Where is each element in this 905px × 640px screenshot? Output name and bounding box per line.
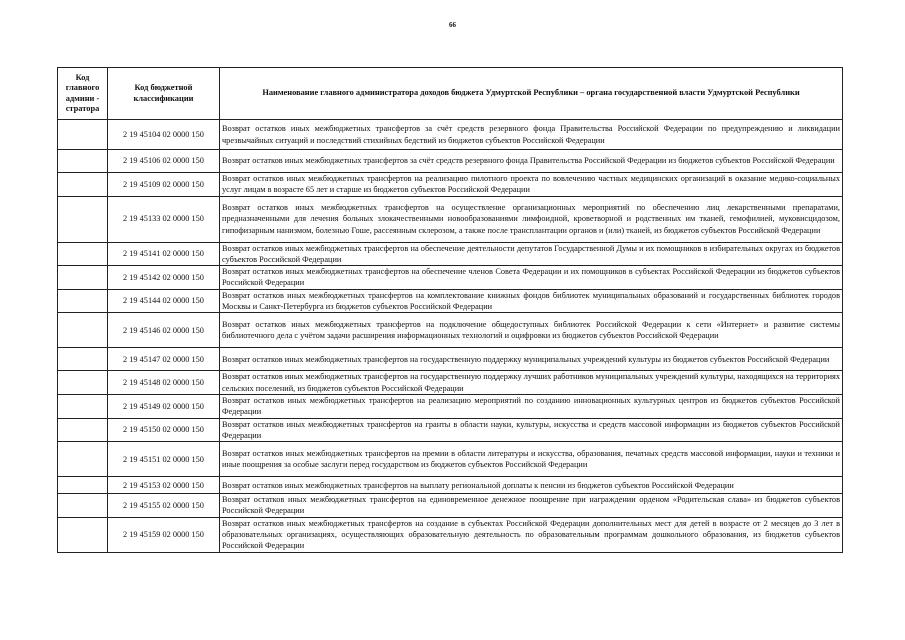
admin-code-cell: [58, 442, 108, 477]
table-row: [58, 477, 843, 494]
table-row: [58, 494, 843, 518]
revenue-name-cell: Возврат остатков иных межбюджетных трансфертов на осуществление организационных мероприятий по обеспечению лиц лекарственными препаратами, предназначенными для лечения больных злокачественными новообразованиями лимфоидной, кроветворной и родственных им тканей, гемофилией, муковисцидозом, гипофизарным нанизмом, болезнью Гоше, рассеянным склерозом, а также после трансплантации органов и (или) тканей, из бюджетов субъектов Российской Федерации: [220, 196, 843, 242]
admin-code-cell: [58, 394, 108, 418]
revenue-name-cell: Возврат остатков иных межбюджетных трансфертов на создание в субъектах Российской Федерации дополнительных мест для детей в возрасте от 2 месяцев до 3 лет в образовательных организациях, осуществляющих образовательную деятельность по образовательным программам дошкольного образования, из бюджетов субъектов Российской Федерации: [220, 517, 843, 552]
budget-code-cell: 2 19 45133 02 0000 150: [108, 196, 220, 242]
table-body: [58, 120, 843, 553]
budget-code-cell: 2 19 45150 02 0000 150: [108, 418, 220, 442]
table-row: [58, 242, 843, 266]
budget-code-cell: 2 19 45146 02 0000 150: [108, 313, 220, 348]
header-admin-code: Код главного админи - стратора: [58, 68, 108, 120]
admin-code-cell: [58, 289, 108, 313]
budget-code-cell: 2 19 45109 02 0000 150: [108, 173, 220, 197]
admin-code-cell: [58, 371, 108, 395]
page-number: 66: [449, 21, 456, 29]
budget-code-cell: 2 19 45142 02 0000 150: [108, 266, 220, 290]
admin-code-cell: [58, 418, 108, 442]
header-budget-code: Код бюджетной классификации: [108, 68, 220, 120]
admin-code-cell: [58, 477, 108, 494]
budget-code-cell: 2 19 45106 02 0000 150: [108, 150, 220, 173]
table-row: [58, 196, 843, 242]
table-row: [58, 289, 843, 313]
revenue-name-cell: Возврат остатков иных межбюджетных трансфертов на государственную поддержку муниципальных учреждений культуры из бюджетов субъектов Российской Федерации: [220, 348, 843, 371]
budget-classification-table: [57, 67, 843, 553]
admin-code-cell: [58, 173, 108, 197]
table-row: [58, 394, 843, 418]
table-row: [58, 517, 843, 552]
budget-code-cell: 2 19 45159 02 0000 150: [108, 517, 220, 552]
budget-code-cell: 2 19 45144 02 0000 150: [108, 289, 220, 313]
revenue-name-cell: Возврат остатков иных межбюджетных трансфертов на единовременное денежное поощрение при награждении орденом «Родительская слава» из бюджетов субъектов Российской Федерации: [220, 494, 843, 518]
budget-code-cell: 2 19 45153 02 0000 150: [108, 477, 220, 494]
revenue-name-cell: Возврат остатков иных межбюджетных трансфертов на государственную поддержку лучших работников муниципальных учреждений культуры, находящихся на территориях сельских поселений, из бюджетов субъектов Российской Федерации: [220, 371, 843, 395]
table-row: [58, 120, 843, 150]
budget-code-cell: 2 19 45147 02 0000 150: [108, 348, 220, 371]
revenue-name-cell: Возврат остатков иных межбюджетных трансфертов на гранты в области науки, культуры, искусства и средств массовой информации из бюджетов субъектов Российской Федерации: [220, 418, 843, 442]
table-row: [58, 313, 843, 348]
budget-code-cell: 2 19 45155 02 0000 150: [108, 494, 220, 518]
admin-code-cell: [58, 150, 108, 173]
header-name: Наименование главного администратора доходов бюджета Удмуртской Республики – органа государственной власти Удмуртской Республики: [220, 68, 843, 120]
admin-code-cell: [58, 242, 108, 266]
admin-code-cell: [58, 517, 108, 552]
admin-code-cell: [58, 266, 108, 290]
table-row: [58, 150, 843, 173]
revenue-name-cell: Возврат остатков иных межбюджетных трансфертов на подключение общедоступных библиотек Российской Федерации к сети «Интернет» и развитие системы библиотечного дела с учётом задачи расширения информационных технологий и оцифровки из бюджетов субъектов Российской Федерации: [220, 313, 843, 348]
admin-code-cell: [58, 313, 108, 348]
revenue-name-cell: Возврат остатков иных межбюджетных трансфертов на реализацию мероприятий по созданию инновационных культурных центров из бюджетов субъектов Российской Федерации: [220, 394, 843, 418]
table-row: [58, 266, 843, 290]
budget-code-cell: 2 19 45151 02 0000 150: [108, 442, 220, 477]
budget-code-cell: 2 19 45104 02 0000 150: [108, 120, 220, 150]
revenue-name-cell: Возврат остатков иных межбюджетных трансфертов на обеспечение членов Совета Федерации и их помощников в субъектах Российской Федерации из бюджетов субъектов Российской Федерации: [220, 266, 843, 290]
revenue-name-cell: Возврат остатков иных межбюджетных трансфертов за счёт средств резервного фонда Правительства Российской Федерации по предупреждению и ликвидации чрезвычайных ситуаций и последствий стихийных бедствий из бюджетов субъектов Российской Федерации: [220, 120, 843, 150]
revenue-name-cell: Возврат остатков иных межбюджетных трансфертов на выплату региональной доплаты к пенсии из бюджетов субъектов Российской Федерации: [220, 477, 843, 494]
table-row: [58, 173, 843, 197]
admin-code-cell: [58, 196, 108, 242]
revenue-name-cell: Возврат остатков иных межбюджетных трансфертов на премии в области литературы и искусства, образования, печатных средств массовой информации, науки и техники и иные поощрения за особые заслуги перед государством из бюджетов субъектов Российской Федерации: [220, 442, 843, 477]
table-row: [58, 348, 843, 371]
admin-code-cell: [58, 494, 108, 518]
table-header-row: [58, 68, 843, 120]
revenue-name-cell: Возврат остатков иных межбюджетных трансфертов на реализацию пилотного проекта по вовлечению частных медицинских организаций в оказание медико-социальных услуг лицам в возрасте 65 лет и старше из бюджетов субъектов Российской Федерации: [220, 173, 843, 197]
revenue-name-cell: Возврат остатков иных межбюджетных трансфертов на обеспечение деятельности депутатов Государственной Думы и их помощников в избирательных округах из бюджетов субъектов Российской Федерации: [220, 242, 843, 266]
budget-code-cell: 2 19 45148 02 0000 150: [108, 371, 220, 395]
table-row: [58, 371, 843, 395]
budget-code-cell: 2 19 45149 02 0000 150: [108, 394, 220, 418]
revenue-name-cell: Возврат остатков иных межбюджетных трансфертов на комплектование книжных фондов библиотек муниципальных образований и государственных библиотек городов Москвы и Санкт-Петербурга из бюджетов субъектов Российской Федерации: [220, 289, 843, 313]
admin-code-cell: [58, 120, 108, 150]
table-row: [58, 442, 843, 477]
table-row: [58, 418, 843, 442]
budget-code-cell: 2 19 45141 02 0000 150: [108, 242, 220, 266]
revenue-name-cell: Возврат остатков иных межбюджетных трансфертов за счёт средств резервного фонда Правительства Российской Федерации из бюджетов субъектов Российской Федерации: [220, 150, 843, 173]
admin-code-cell: [58, 348, 108, 371]
